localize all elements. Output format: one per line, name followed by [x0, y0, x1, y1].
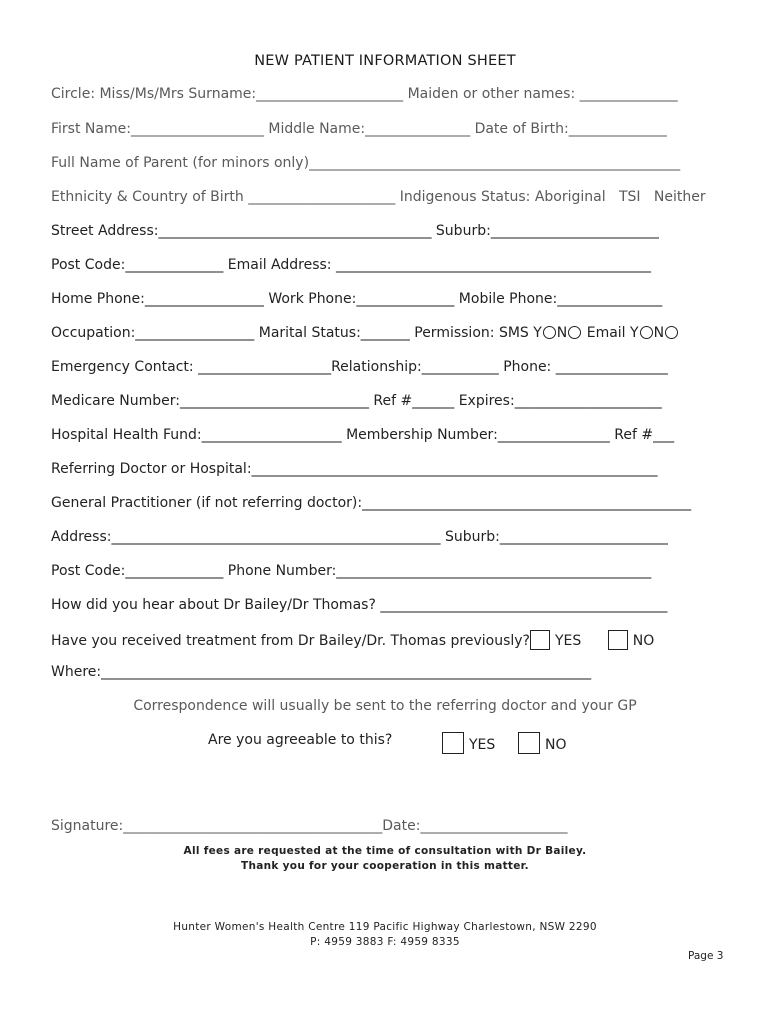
sms-no-radio[interactable]: [568, 326, 581, 339]
row-parent: [51, 155, 680, 171]
street-field[interactable]: _______________________________________: [158, 223, 432, 239]
correspondence-note: Correspondence will usually be sent to the referring doctor and your GP: [133, 698, 637, 714]
ethnicity-field[interactable]: _____________________: [248, 189, 396, 205]
sms-yes-radio[interactable]: [543, 326, 556, 339]
work-phone-field[interactable]: ______________: [356, 291, 455, 307]
previous-no-checkbox[interactable]: [608, 630, 628, 650]
row-postcode: [51, 257, 651, 273]
where-field[interactable]: ______________________________________________________________________: [101, 664, 592, 680]
previous-label: Have you received treatment from Dr Bailey/Dr. Thomas previously?: [51, 633, 530, 649]
row-gp: [51, 495, 691, 511]
email-address-label: Email Address:: [227, 257, 332, 273]
phone-number-label: Phone Number:: [227, 563, 337, 579]
middle-name-field[interactable]: _______________: [365, 121, 471, 137]
mobile-phone-field[interactable]: _______________: [557, 291, 663, 307]
referring-label: Referring Doctor or Hospital:: [51, 461, 252, 477]
agree-yes-checkbox[interactable]: [442, 732, 464, 754]
occupation-field[interactable]: _________________: [135, 325, 255, 341]
gp-field[interactable]: _______________________________________________: [362, 495, 692, 511]
indigenous-option-aboriginal[interactable]: Aboriginal: [534, 189, 606, 205]
agree-yes-group: [442, 732, 495, 754]
agree-no-group: [518, 732, 567, 754]
signature-field[interactable]: _____________________________________: [123, 818, 383, 834]
row-postcode2: [51, 563, 651, 579]
medicare-field[interactable]: ___________________________: [179, 393, 369, 409]
health-fund-label: Hospital Health Fund:: [51, 427, 202, 443]
surname-label: Circle: Miss/Ms/Mrs Surname:: [51, 86, 257, 102]
indigenous-option-tsi[interactable]: TSI: [618, 189, 641, 205]
gp-label: General Practitioner (if not referring doctor):: [51, 495, 363, 511]
row-names: [51, 121, 667, 137]
email-yes-label: Email Y: [586, 325, 639, 341]
postcode-label: Post Code:: [51, 257, 126, 273]
agree-no-label: NO: [545, 737, 567, 753]
ref2-label: Ref #: [614, 427, 654, 443]
address-field[interactable]: _______________________________________________: [111, 529, 441, 545]
sms-yes-label: SMS Y: [498, 325, 542, 341]
suburb2-field[interactable]: ________________________: [499, 529, 668, 545]
email-yes-radio[interactable]: [640, 326, 653, 339]
parent-field[interactable]: _____________________________________________________: [309, 155, 681, 171]
first-name-field[interactable]: ___________________: [130, 121, 264, 137]
occupation-label: Occupation:: [51, 325, 136, 341]
home-phone-field[interactable]: _________________: [144, 291, 264, 307]
address-label: Address:: [51, 529, 112, 545]
phone-label: Phone:: [503, 359, 552, 375]
hear-about-field[interactable]: _________________________________________: [380, 597, 668, 613]
work-phone-label: Work Phone:: [268, 291, 357, 307]
row-address: [51, 529, 668, 545]
emergency-field[interactable]: ___________________: [198, 359, 332, 375]
membership-field[interactable]: ________________: [497, 427, 610, 443]
phone-number-field[interactable]: _____________________________________________: [336, 563, 652, 579]
postcode2-field[interactable]: ______________: [125, 563, 224, 579]
agree-label: Are you agreeable to this?: [208, 732, 393, 748]
row-surname: [51, 86, 678, 102]
suburb-field[interactable]: ________________________: [490, 223, 659, 239]
row-ethnicity: [51, 189, 706, 205]
indigenous-label: Indigenous Status:: [399, 189, 531, 205]
referring-field[interactable]: __________________________________________________________: [251, 461, 658, 477]
previous-yes-label: YES: [554, 633, 582, 649]
postcode2-label: Post Code:: [51, 563, 126, 579]
dob-label: Date of Birth:: [474, 121, 569, 137]
ref-label: Ref #: [373, 393, 413, 409]
postcode-field[interactable]: ______________: [125, 257, 224, 273]
first-name-label: First Name:: [51, 121, 131, 137]
row-street: [51, 223, 659, 239]
date-field[interactable]: _____________________: [420, 818, 568, 834]
row-hear-about: [51, 597, 667, 613]
signature-label: Signature:: [51, 818, 124, 834]
row-phones: [51, 291, 662, 307]
hear-about-label: How did you hear about Dr Bailey/Dr Thomas?: [51, 597, 376, 613]
parent-label: Full Name of Parent (for minors only): [51, 155, 310, 171]
where-label: Where:: [51, 664, 102, 680]
home-phone-label: Home Phone:: [51, 291, 145, 307]
suburb-label: Suburb:: [435, 223, 491, 239]
row-referring: [51, 461, 658, 477]
indigenous-option-neither[interactable]: Neither: [653, 189, 706, 205]
row-health-fund: [51, 427, 674, 443]
previous-yes-checkbox[interactable]: [530, 630, 550, 650]
mobile-phone-label: Mobile Phone:: [458, 291, 558, 307]
email-address-field[interactable]: _____________________________________________: [335, 257, 651, 273]
phone-field[interactable]: ________________: [555, 359, 668, 375]
middle-name-label: Middle Name:: [268, 121, 366, 137]
page-number: Page 3: [688, 950, 724, 962]
row-signature: [51, 818, 567, 834]
health-fund-field[interactable]: ____________________: [201, 427, 342, 443]
membership-label: Membership Number:: [346, 427, 498, 443]
date-label: Date:: [382, 818, 421, 834]
medicare-label: Medicare Number:: [51, 393, 180, 409]
email-no-label: N: [653, 325, 665, 341]
ref2-field[interactable]: ___: [653, 427, 675, 443]
agree-yes-label: YES: [469, 737, 496, 753]
previous-no-label: NO: [632, 633, 655, 649]
row-where: [51, 664, 591, 680]
row-medicare: [51, 393, 662, 409]
dob-field[interactable]: ______________: [568, 121, 667, 137]
row-occupation: [51, 325, 679, 341]
street-label: Street Address:: [51, 223, 159, 239]
surname-field[interactable]: _____________________: [256, 86, 404, 102]
row-emergency: [51, 359, 668, 375]
footer-phone: P: 4959 3883 F: 4959 8335: [310, 936, 460, 948]
expires-field[interactable]: _____________________: [514, 393, 662, 409]
row-previous: [51, 630, 654, 650]
fees-note: All fees are requested at the time of consultation with Dr Bailey.: [183, 845, 587, 857]
relationship-field[interactable]: ___________: [421, 359, 499, 375]
ethnicity-label: Ethnicity & Country of Birth: [51, 189, 244, 205]
maiden-label: Maiden or other names:: [407, 86, 576, 102]
suburb2-label: Suburb:: [444, 529, 500, 545]
marital-label: Marital Status:: [258, 325, 361, 341]
ref-field[interactable]: ______: [412, 393, 455, 409]
footer-address: Hunter Women's Health Centre 119 Pacific Highway Charlestown, NSW 2290: [173, 921, 597, 933]
relationship-label: Relationship:: [331, 359, 422, 375]
email-no-radio[interactable]: [665, 326, 678, 339]
thanks-note: Thank you for your cooperation in this matter.: [241, 860, 529, 872]
permission-label: Permission:: [414, 325, 495, 341]
sms-no-label: N: [556, 325, 568, 341]
agree-no-checkbox[interactable]: [518, 732, 540, 754]
expires-label: Expires:: [458, 393, 515, 409]
maiden-field[interactable]: ______________: [579, 86, 678, 102]
emergency-label: Emergency Contact:: [51, 359, 194, 375]
marital-field[interactable]: _______: [360, 325, 410, 341]
page-title: NEW PATIENT INFORMATION SHEET: [254, 53, 516, 69]
